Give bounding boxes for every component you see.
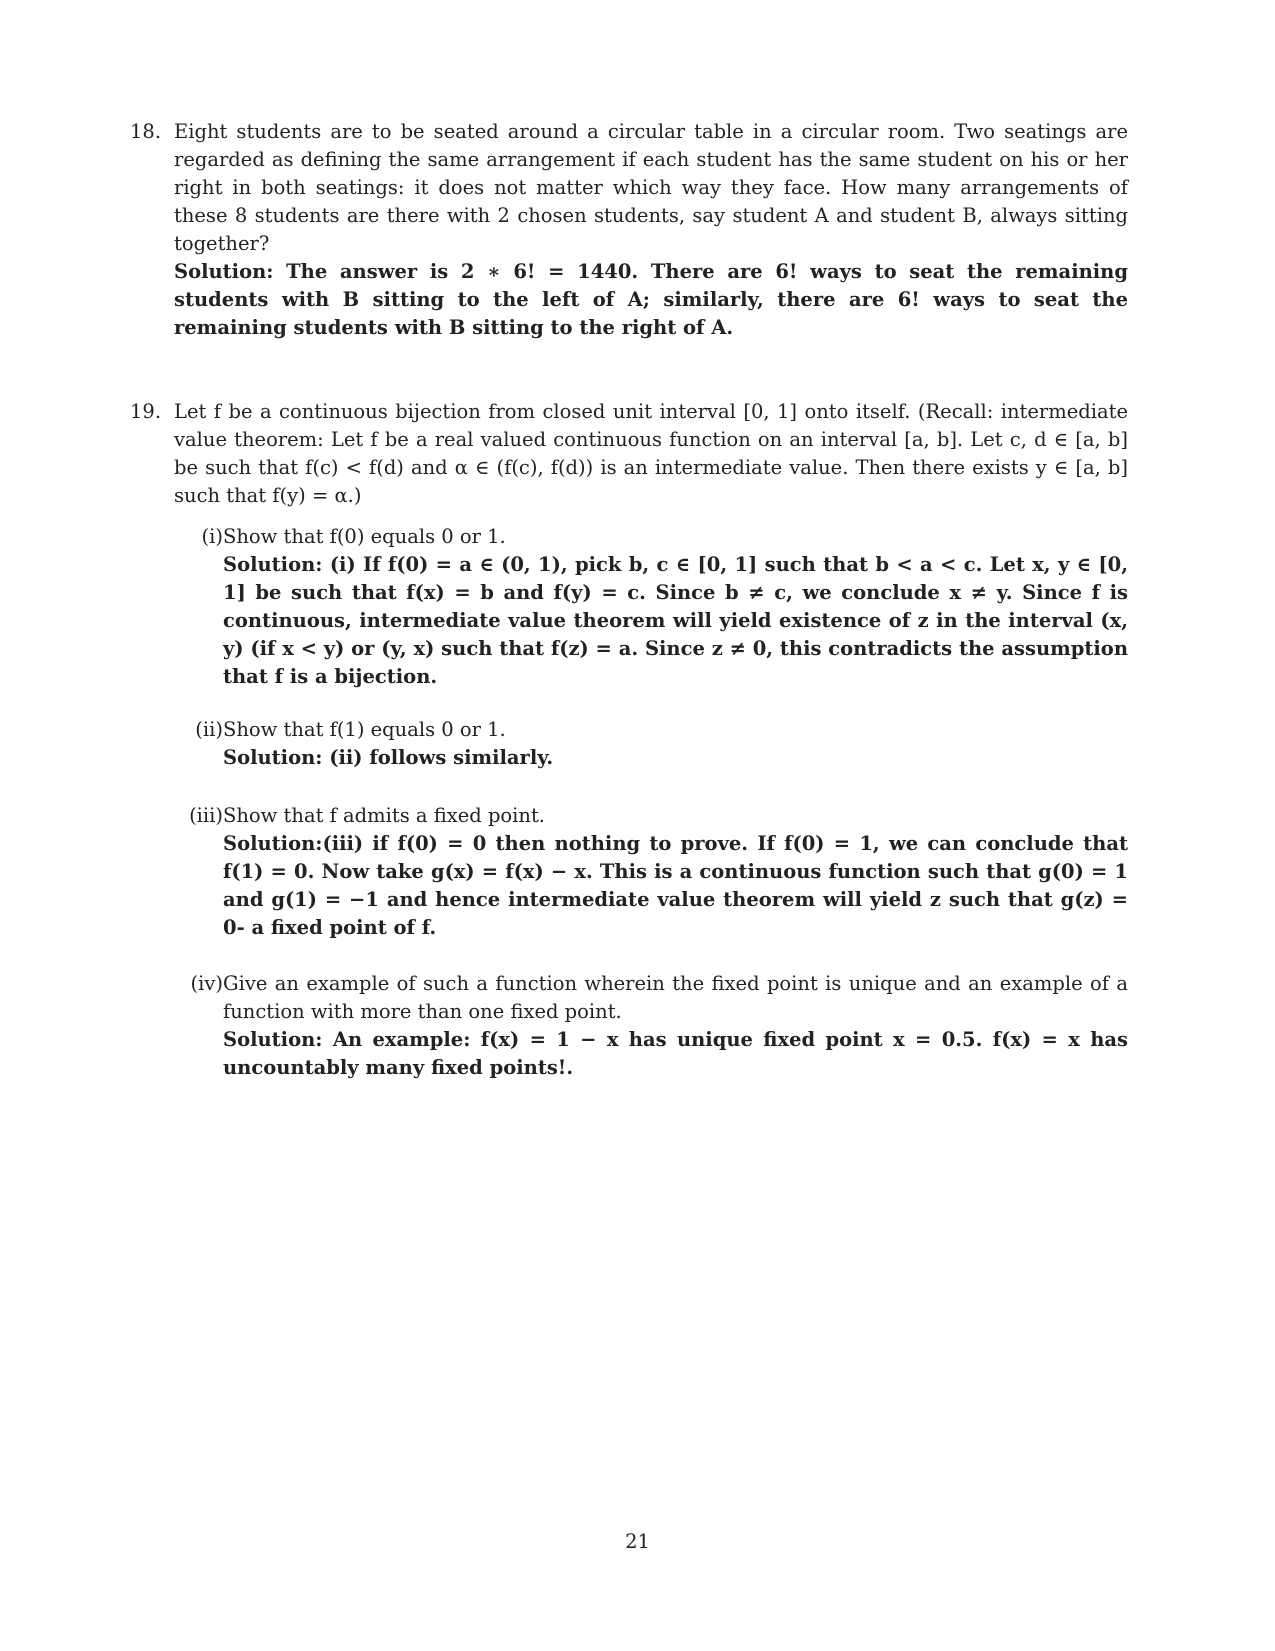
subpart-question: Give an example of such a function wherein the fixed point is unique and an example of a function with more than one fixed point. bbox=[223, 972, 1128, 1023]
subpart-label: (i) bbox=[201, 525, 223, 548]
problem-number: 19. bbox=[130, 400, 162, 423]
subpart-solution: Solution: An example: f(x) = 1 − x has unique fixed point x = 0.5. f(x) = x has uncountably many fixed points!. bbox=[223, 1028, 1128, 1079]
subpart-label: (ii) bbox=[195, 718, 223, 741]
subpart-solution: Solution: (ii) follows similarly. bbox=[223, 746, 554, 769]
problem-19 bbox=[130, 398, 1128, 510]
subpart-question: Show that f admits a fixed point. bbox=[223, 804, 545, 827]
subpart-label: (iv) bbox=[190, 972, 223, 995]
subpart-label: (iii) bbox=[189, 804, 223, 827]
subpart-question: Show that f(0) equals 0 or 1. bbox=[223, 525, 506, 548]
subpart-solution: Solution: (i) If f(0) = a ∈ (0, 1), pick b, c ∈ [0, 1] such that b < a < c. Let x, y ∈ [0, 1] be such that f(x) = b and f(y) = c. Since b ≠ c, we conclude x ≠ y. Since f is continuous, intermediate value theorem will yield existence of z in the interval (x, y) (if x < y) or (y, x) such that f(z) = a. Since z ≠ 0, this contradicts the assumption that f is a bijection. bbox=[223, 553, 1128, 688]
subpart-ii bbox=[175, 716, 1128, 772]
problem-number: 18. bbox=[130, 120, 162, 143]
page-number: 21 bbox=[625, 1530, 650, 1553]
subpart-solution: Solution:(iii) if f(0) = 0 then nothing to prove. If f(0) = 1, we can conclude that f(1) = 0. Now take g(x) = f(x) − x. This is a continuous function such that g(0) = 1 and g(1) = −1 and hence intermediate value theorem will yield z such that g(z) = 0- a fixed point of f. bbox=[223, 832, 1128, 939]
subpart-question: Show that f(1) equals 0 or 1. bbox=[223, 718, 506, 741]
subpart-i bbox=[175, 523, 1128, 691]
problem-statement: Let f be a continuous bijection from closed unit interval [0, 1] onto itself. (Recall: intermediate value theorem: Let f be a real valued continuous function on an interval [a, b]. Let c, d ∈ [a, b] be such that f(c) < f(d) and α ∈ (f(c), f(d)) is an intermediate value. Then there exists y ∈ [a, b] such that f(y) = α.) bbox=[174, 400, 1128, 507]
subpart-iii bbox=[175, 802, 1128, 942]
problem-18 bbox=[130, 118, 1128, 342]
subpart-iv bbox=[175, 970, 1128, 1082]
problem-statement: Eight students are to be seated around a circular table in a circular room. Two seatings are regarded as defining the same arrangement if each student has the same student on his or her right in both seatings: it does not matter which way they face. How many arrangements of these 8 students are there with 2 chosen students, say student A and student B, always sitting together? bbox=[174, 120, 1128, 255]
problem-solution: Solution: The answer is 2 ∗ 6! = 1440. There are 6! ways to seat the remaining students with B sitting to the left of A; similarly, there are 6! ways to seat the remaining students with B sitting to the right of A. bbox=[174, 260, 1128, 339]
